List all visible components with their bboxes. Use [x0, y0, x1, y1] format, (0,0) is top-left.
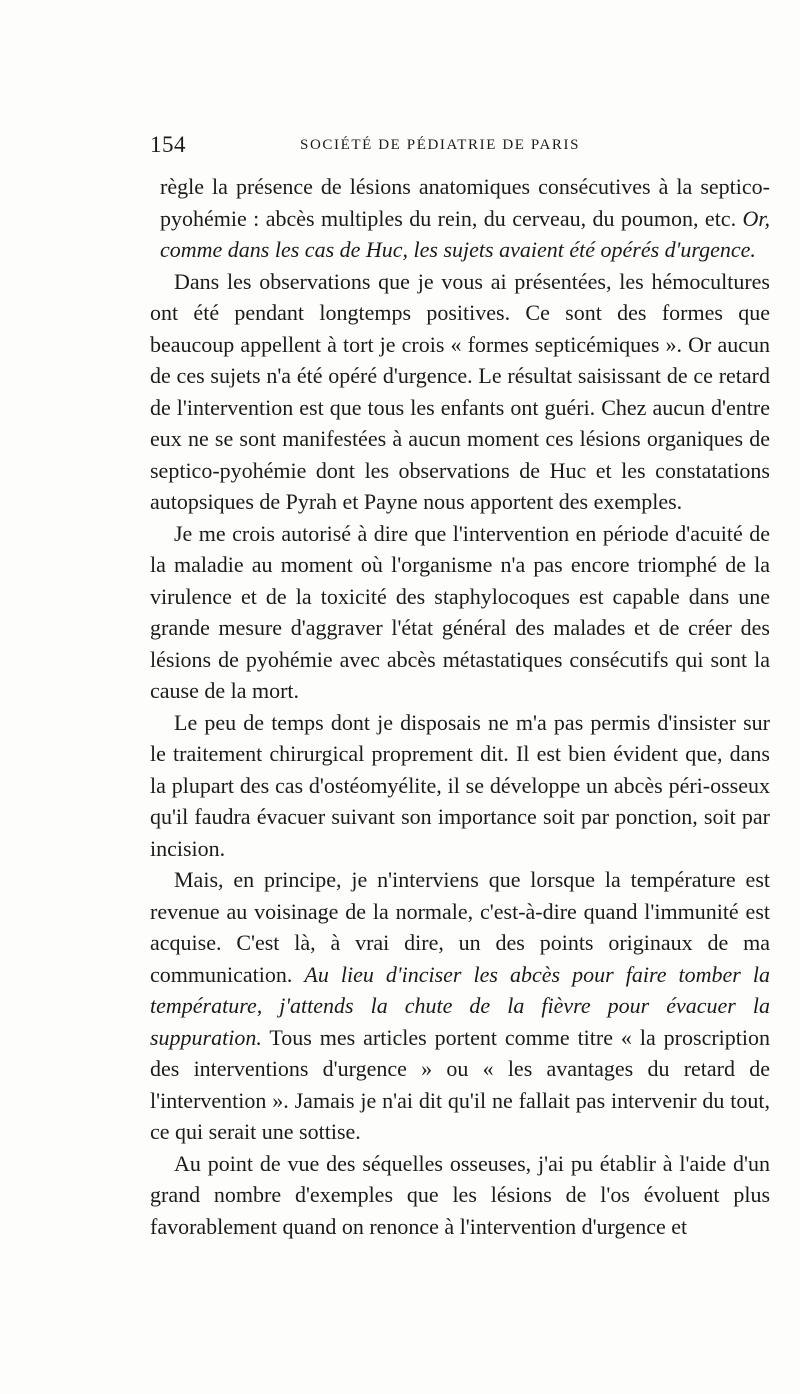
- text-run: Mais, en principe, je n'interviens que lorsque la température est revenue au voisinage de la normale, c'est-à-dire quand l'immunité est acquise. C'est là, à vrai dire, un des points originaux de ma communication.: [150, 867, 770, 987]
- paragraph: [150, 1148, 770, 1243]
- italic-text-run: Au lieu d'inciser les abcès pour faire tomber la température, j'attends la chute de la fièvre pour évacuer la suppuration.: [150, 961, 770, 1050]
- text-run: Le peu de temps dont je disposais ne m'a pas permis d'insister sur le traitement chirurgical proprement dit. Il est bien évident que, dans la plupart des cas d'ostéomyélite, il se développe un abcès péri-osseux qu'il faudra évacuer suivant son importance soit par ponction, soit par incision.: [150, 709, 770, 861]
- text-run: règle la présence de lésions anatomiques consécutives à la septico-pyohémie : abcès multiples du rein, du cerveau, du poumon, etc.: [160, 174, 770, 231]
- italic-text-run: Or, comme dans les cas de Huc, les sujets avaient été opérés d'urgence.: [160, 205, 770, 262]
- running-head: SOCIÉTÉ DE PÉDIATRIE DE PARIS: [300, 137, 581, 153]
- text-run: Tous mes articles portent comme titre « la proscription des interventions d'urgence » ou « les avantages du retard de l'intervention ». Jamais je n'ai dit qu'il ne fallait pas intervenir du tout, ce qui serait une sottise.: [150, 1024, 770, 1144]
- page-header: [150, 132, 630, 162]
- text-run: Je me crois autorisé à dire que l'intervention en période d'acuité de la maladie au moment où l'organisme n'a pas encore triomphé de la virulence et de la toxicité des staphylocoques est capable dans une grande mesure d'aggraver l'état général des malades et de créer des lésions de pyohémie avec abcès métastatiques consécutifs qui sont la cause de la mort.: [150, 520, 770, 703]
- text-run: Au point de vue des séquelles osseuses, j'ai pu établir à l'aide d'un grand nombre d'exemples que les lésions de l'os évoluent plus favorablement quand on renonce à l'intervention d'urgence et: [150, 1150, 770, 1239]
- paragraph: [150, 707, 770, 865]
- page-number: 154: [150, 132, 186, 157]
- paragraph: [160, 171, 770, 266]
- paragraph: [150, 266, 770, 518]
- text-run: Dans les observations que je vous ai présentées, les hémocultures ont été pendant longtemps positives. Ce sont des formes que beaucoup appellent à tort je crois « formes septicémiques ». Or aucun de ces sujets n'a été opéré d'urgence. Le résultat saisissant de ce retard de l'intervention est que tous les enfants ont guéri. Chez aucun d'entre eux ne se sont manifestées à aucun moment ces lésions organiques de septico-pyohémie dont les observations de Huc et les constatations autopsiques de Pyrah et Payne nous apportent des exemples.: [150, 268, 770, 514]
- paragraph: [150, 518, 770, 707]
- paragraph: [150, 864, 770, 1148]
- body-text: [150, 171, 770, 1242]
